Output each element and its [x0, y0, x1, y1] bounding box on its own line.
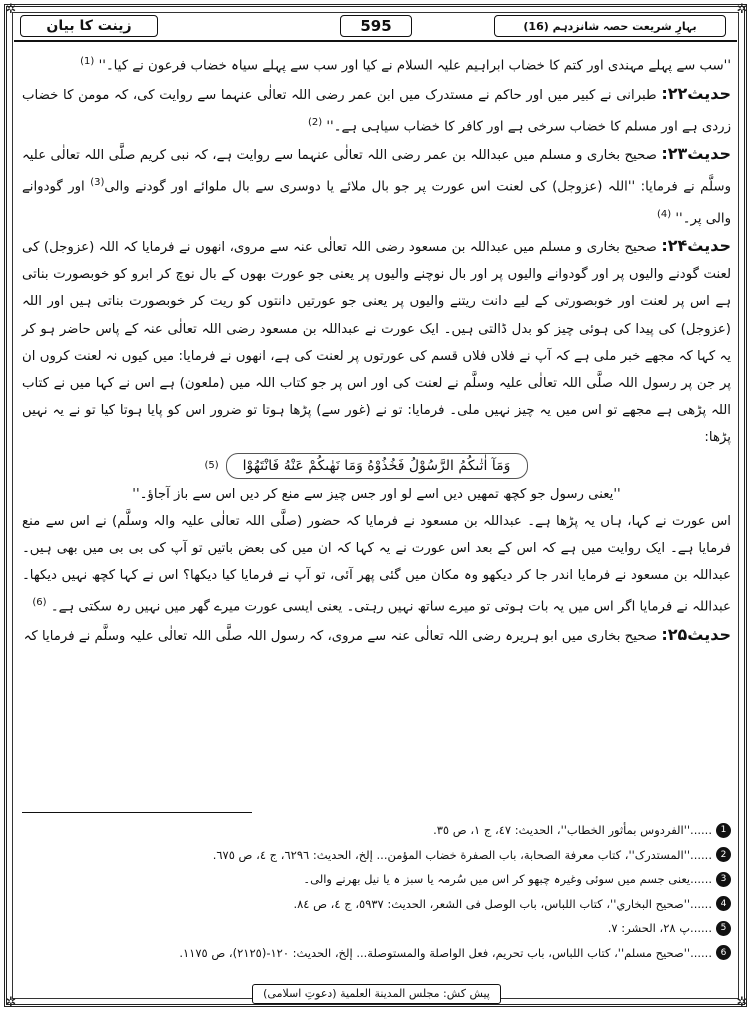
corner-ornament-icon: ✲: [5, 995, 17, 1010]
hadith-22: [22, 80, 731, 141]
corner-ornament-icon: ✲: [5, 2, 17, 17]
footnote-number: 6: [716, 945, 731, 960]
footnote-separator: [22, 812, 252, 813]
hadith-22-label: حدیث۲۲:: [661, 83, 732, 103]
footnote-ref: (5): [204, 460, 219, 471]
page-header: [14, 12, 737, 40]
page-number: 595: [340, 15, 412, 37]
paragraph-continuation: [22, 508, 731, 621]
hadith-25: [22, 621, 731, 650]
hadith-23: [22, 140, 731, 232]
footnote-number: 2: [716, 847, 731, 862]
quran-ayah: وَمَآ اٰتٰىكُمُ الرَّسُوْلُ فَخُذُوْهُ وَمَا نَهٰىكُمْ عَنْهُ فَانْتَهُوْا: [242, 458, 511, 474]
page-footer: [0, 986, 753, 1006]
continuation-text: اس عورت نے کہا، ہاں یہ پڑھا ہے۔ عبداللہ بن مسعود نے فرمایا کہ حضور (صلَّی اللہ تعالٰی علیہ والہ وسلَّم) نے اس سے منع فرمایا ہے۔ ایک روایت میں ہے کہ اس کے بعد اس عورت نے یہ کہا کہ ان میں کی بعض باتیں تو آپ کی بی بی میں بھی ہیں۔ عبداللہ بن مسعود نے فرمایا اندر جا کر دیکھو وہ مکان میں گئی پھر آئی، تو آپ نے فرمایا کیا دیکھا؟ اس نے کہا کچھ نہیں دیکھا۔ عبداللہ نے فرمایا اگر اس میں یہ بات ہوتی تو میرے ساتھ نہیں رہتی۔ یعنی ایسی عورت میرے گھر میں نہیں رہ سکتی ہے۔: [22, 514, 731, 615]
footnotes: [22, 818, 731, 965]
hadith-24-label: حدیث۲۴:: [661, 236, 732, 256]
chapter-title: زینت کا بیان: [20, 15, 158, 37]
hadith-23-text-end: اور گودوانے والی پر۔'': [22, 179, 731, 227]
footnote-1: [22, 818, 731, 843]
footnote-ref: (1): [80, 56, 95, 67]
footnote-text: ......''الفردوس بمأثور الخطاب''، الحدیث: ٤٧، ج ١، ص ٣٥.: [433, 823, 712, 838]
footnote-text: ......''صحیح البخاري''، کتاب اللباس، باب الوصل فی الشعر، الحدیث: ٥٩٣٧، ج ٤، ص ٨٤.: [293, 896, 712, 911]
footnote-4: [22, 892, 731, 917]
header-rule: [14, 40, 737, 42]
corner-ornament-icon: ✲: [736, 995, 748, 1010]
footnote-ref: (6): [32, 597, 47, 609]
ayah-translation: ''یعنی رسول جو کچھ تمھیں دیں اسے لو اور جس چیز سے منع کر دیں اس سے باز آجاؤ۔'': [132, 487, 621, 502]
footnote-2: [22, 843, 731, 868]
footnote-text: ......یعنی جسم میں سوئی وغیرہ چبھو کر اس میں سُرمہ یا سبز ہ یا نیل بھرنے والی۔: [303, 872, 712, 887]
corner-ornament-icon: ✲: [736, 2, 748, 17]
hadith-25-label: حدیث۲۵:: [661, 624, 731, 644]
intro-text: ''سب سے پہلے مہندی اور کتم کا خضاب ابراہیم علیہ السلام نے کیا اور سب سے پہلے سیاہ خضاب فرعون نے کیا۔'': [98, 58, 731, 74]
hadith-25-text: صحیح بخاری میں ابو ہریرہ رضی اللہ تعالٰی عنہ سے مروی، کہ رسول اللہ صلَّی اللہ تعالٰی علیہ وسلَّم نے فرمایا کہ: [23, 628, 658, 644]
paragraph-intro: [22, 48, 731, 80]
footnote-5: [22, 916, 731, 941]
quran-ayah-box: [204, 453, 528, 479]
footnote-3: [22, 867, 731, 892]
footnote-6: [22, 941, 731, 966]
footnote-number: 4: [716, 896, 731, 911]
hadith-24: [22, 232, 731, 451]
book-title: بہارِ شریعت حصہ شانزدہم (16): [494, 15, 726, 37]
footnote-ref: (2): [307, 116, 323, 128]
footnote-number: 3: [716, 872, 731, 887]
hadith-22-text: طبرانی نے کبیر میں اور حاکم نے مستدرک میں ابن عمر رضی اللہ تعالٰی عنہما سے روایت کی، کہ مومن کا خضاب زردی ہے اور مسلم کا خضاب سرخی ہے اور کافر کا خضاب سیاہی ہے۔'': [22, 87, 731, 135]
hadith-24-text: صحیح بخاری و مسلم میں عبداللہ بن مسعود رضی اللہ تعالٰی عنہ سے مروی، انھوں نے فرمایا کہ اللہ (عزوجل) کی لعنت گودنے والیوں پر اور گودوانے والیوں پر اور بال نوچنے والیوں پر یعنی جو عورت بھوں کے بال نوچ کر ابرو کو خوبصورت بناتی ہے اس پر لعنت اور خوبصورتی کے لیے دانت ریتنے والیوں پر یعنی جو عورتیں دانتوں کو ریت کر خوبصورت بناتی ہیں اور اللہ (عزوجل) کی پیدا کی ہوئی چیز کو بدل ڈالتی ہیں۔ ایک عورت نے عبداللہ بن مسعود رضی اللہ تعالٰی عنہ کے پاس حاضر ہو کر یہ کہا کہ مجھے خبر ملی ہے کہ آپ نے فلاں فلاں قسم کی عورتوں پر لعنت کی ہے، انھوں نے فرمایا: میں کیوں نہ لعنت کروں ان پر جن پر رسول اللہ صلَّی اللہ تعالٰی علیہ وسلَّم نے لعنت کی اور اس پر جو کتاب اللہ میں (ملعون) ہے اس نے کہا میں نے کتاب اللہ پڑھی ہے مجھے تو اس میں یہ چیز نہیں ملی۔ فرمایا: تو نے (غور سے) پڑھا ہوتا تو ضرور اس کو پایا ہوتا کیا تو نے یہ نہیں پڑھا:: [22, 240, 731, 445]
footnote-text: ......''صحیح مسلم''، کتاب اللباس، باب تحریم، فعل الواصلة والمستوصلة... إلخ، الحدیث: ١٢٠-(٢١٢٥)، ص ١١٧٥.: [179, 945, 712, 960]
footnote-number: 5: [716, 921, 731, 936]
footnote-text: ......پ ۲۸، الحشر: ۷.: [607, 921, 712, 936]
footnote-text: ......''المستدرک''، کتاب معرفة الصحابة، باب الصفرة خضاب المؤمن... إلخ، الحدیث: ٦٢٩٦، ج ٤، ص ٦٧٥.: [212, 847, 712, 862]
footnote-number: 1: [716, 823, 731, 838]
footnote-ref: (4): [656, 208, 672, 220]
ayah-line: [22, 453, 731, 479]
hadith-23-text: صحیح بخاری و مسلم میں عبداللہ بن عمر رضی اللہ تعالٰی عنہما سے روایت ہے، کہ نبی کریم صلَّی اللہ تعالٰی علیہ وسلَّم نے فرمایا: ''اللہ (عزوجل) کی لعنت اس عورت پر جو بال ملائے یا دوسری سے بال ملوائے اور گودنے والی: [22, 148, 731, 195]
footnote-ref: (3): [90, 177, 105, 189]
hadith-23-label: حدیث۲۳:: [661, 144, 731, 164]
publisher-credit: پیش کش: مجلس المدینة العلمیة (دعوتِ اسلامی): [252, 984, 501, 1004]
main-text: [22, 48, 731, 650]
